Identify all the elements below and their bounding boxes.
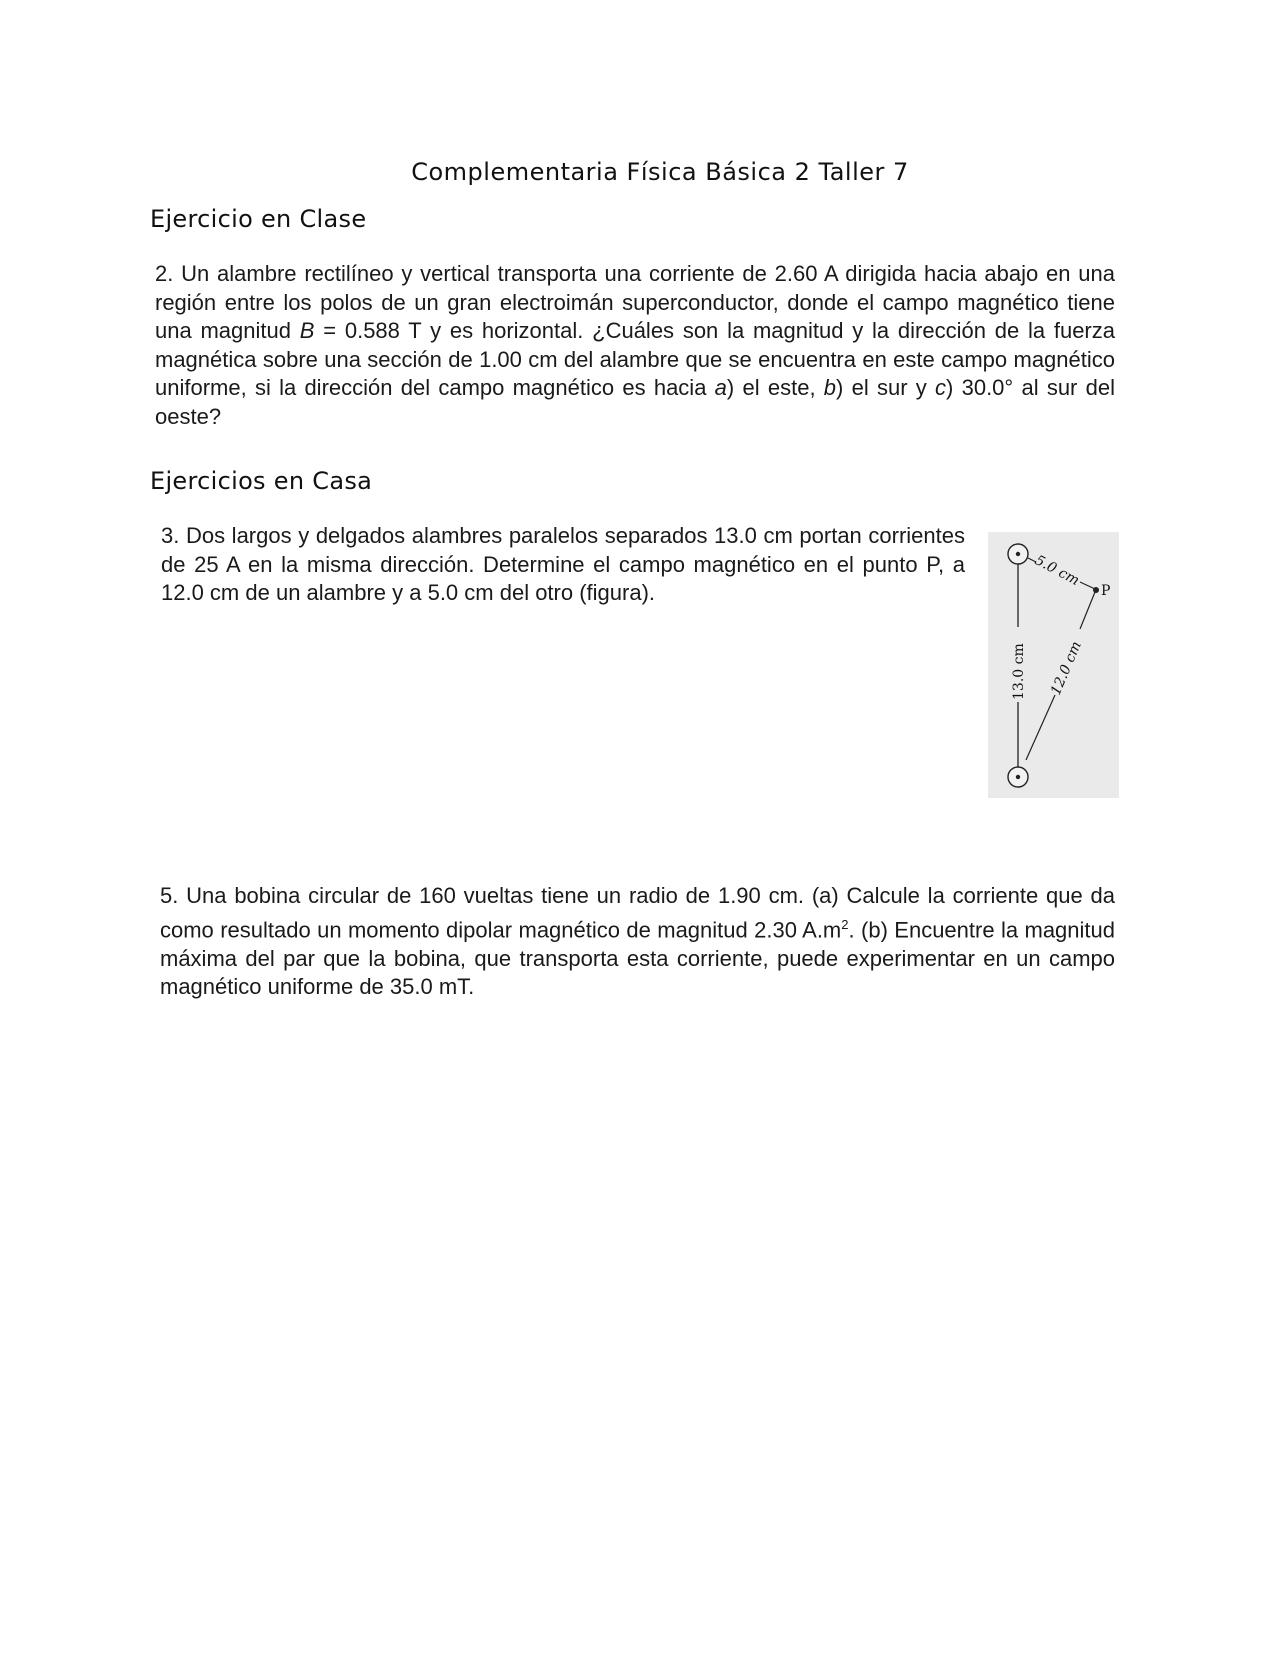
top-wire-icon (1008, 544, 1028, 564)
bottom-wire-icon (1008, 767, 1028, 787)
exercise-3-text: 3. Dos largos y delgados alambres paralelos separados 13.0 cm portan corrientes de 25 A en la misma dirección. Determine el campo magnético en el punto P, a 12.0 cm de un alambre y a 5.0 cm del otro (figura). (161, 523, 965, 606)
label-12cm: 12.0 cm (1047, 639, 1085, 698)
wires-figure (988, 532, 1119, 798)
section-heading-home: Ejercicios en Casa (150, 467, 373, 495)
section-heading-class: Ejercicio en Clase (150, 205, 367, 233)
label-13cm: 13.0 cm (1011, 643, 1027, 700)
exercise-5-text: 5. Una bobina circular de 160 vueltas tiene un radio de 1.90 cm. (a) Calcule la corriente que da como resultado un momento dipolar magnético de magnitud 2.30 $A.m^2$. (b) Encuentre la magnitud máxima del par que la bobina, que transporta esta corriente, puede experimentar en un campo magnético uniforme de 35.0 mT. (160, 883, 1115, 1000)
label-5cm: 5.0 cm (1032, 552, 1082, 589)
exercise-2-text: 2. Un alambre rectilíneo y vertical transporta una corriente de 2.60 A dirigida hacia abajo en una región entre los polos de un gran electroimán superconductor, donde el campo magnético tiene una magnitud B = 0.588 T y es horizontal. ¿Cuáles son la magnitud y la dirección de la fuerza magnética sobre una sección de 1.00 cm del alambre que se encuentra en este campo magnético uniforme, si la dirección del campo magnético es hacia a) el este, b) el sur y c) 30.0° al sur del oeste? (155, 261, 1115, 429)
point-p-marker (1093, 587, 1099, 593)
document-title: Complementaria Física Básica 2 Taller 7 (411, 158, 909, 186)
point-p-label: P (1101, 583, 1111, 599)
